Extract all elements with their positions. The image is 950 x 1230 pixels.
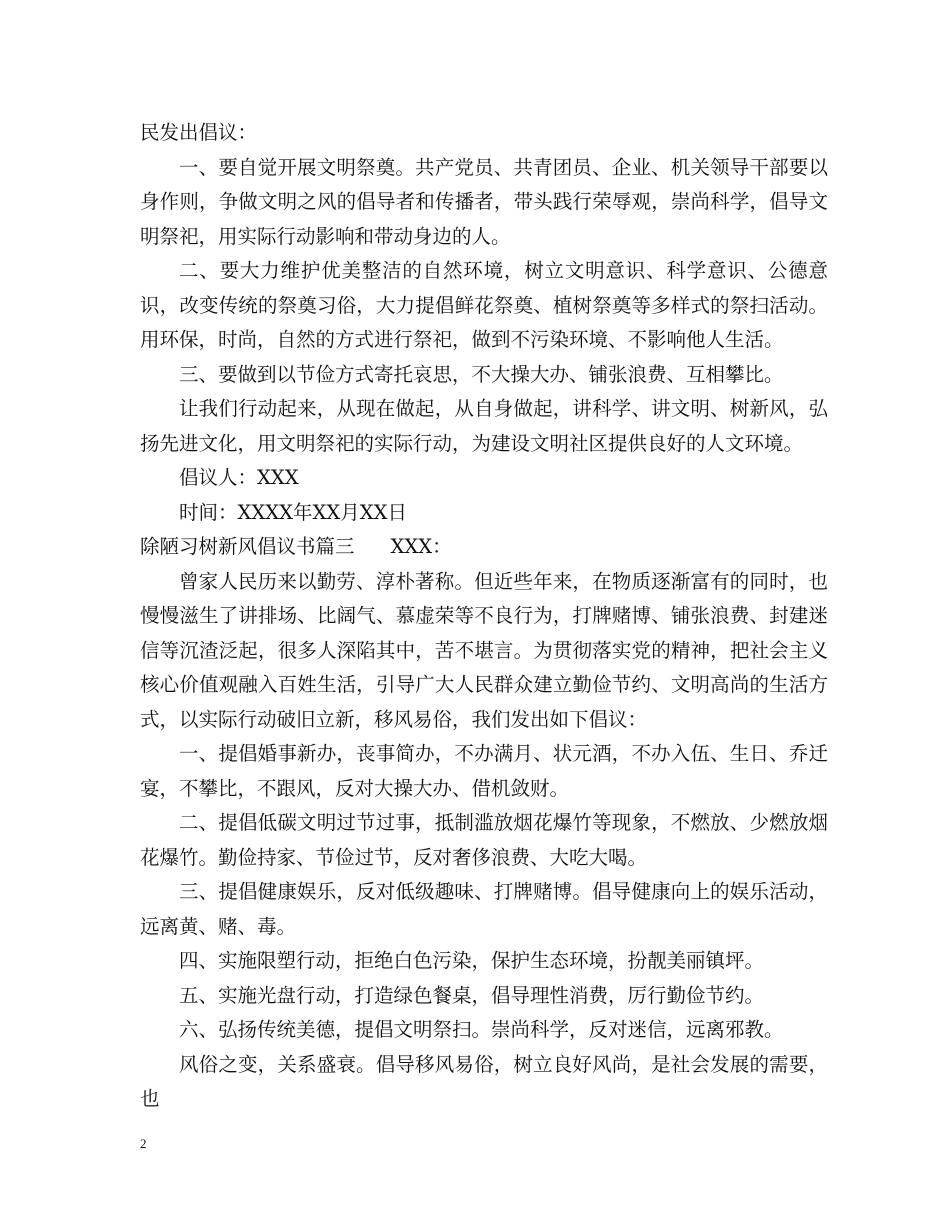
paragraph-proposal-2: 二、要大力维护优美整洁的自然环境，树立文明意识、科学意识、公德意识，改变传统的祭奠习俗，大力提倡鲜花祭奠、植树祭奠等多样式的祭扫活动。用环保，时尚，自然的方式进行祭祀，做到不污染环境、不影响他人生活。 <box>140 259 828 351</box>
section-salutation: XXX： <box>390 535 452 558</box>
paragraph-preamble: 曾家人民历来以勤劳、淳朴著称。但近些年来，在物质逐渐富有的同时，也慢慢滋生了讲排场、比阔气、慕虚荣等不良行为，打牌赌博、铺张浪费、封建迷信等沉渣泛起，很多人深陷其中，苦不堪言。为贯彻落实党的精神，把社会主义核心价值观融入百姓生活，引导广大人民群众建立勤俭节约、文明高尚的生活方式，以实际行动破旧立新，移风易俗，我们发出如下倡议： <box>140 569 828 731</box>
paragraph-item-3: 三、提倡健康娱乐，反对低级趣味、打牌赌博。倡导健康向上的娱乐活动，远离黄、赌、毒。 <box>140 880 828 938</box>
paragraph-call-to-action: 让我们行动起来，从现在做起，从自身做起，讲科学、讲文明、树新风，弘扬先进文化，用文明祭祀的实际行动，为建设文明社区提供良好的人文环境。 <box>140 397 828 455</box>
paragraph-proposal-3: 三、要做到以节俭方式寄托哀思，不大操大办、铺张浪费、互相攀比。 <box>179 362 784 386</box>
paragraph-item-6: 六、弘扬传统美德，提倡文明祭扫。崇尚科学，反对迷信，远离邪教。 <box>179 1018 784 1041</box>
section-heading <box>140 530 828 565</box>
proposer-line: 倡议人：XXX <box>179 466 299 489</box>
paragraph-closing: 风俗之变，关系盛衰。倡导移风易俗，树立良好风尚，是社会发展的需要，也 <box>140 1052 828 1110</box>
paragraph-item-5: 五、实施光盘行动，打造绿色餐桌，倡导理性消费，厉行勤俭节约。 <box>179 983 765 1007</box>
section-title: 除陋习树新风倡议书篇三 <box>140 535 355 558</box>
document-body <box>140 116 828 1117</box>
paragraph-intro-tail: 民发出倡议： <box>140 121 258 144</box>
date-line: 时间：XXXX年XX月XX日 <box>179 500 408 524</box>
page-number: 2 <box>140 1136 147 1151</box>
paragraph-item-2: 二、提倡低碳文明过节过事，抵制滥放烟花爆竹等现象，不燃放、少燃放烟花爆竹。勤俭持家、节俭过节，反对奢侈浪费、大吃大喝。 <box>140 811 828 869</box>
paragraph-item-1: 一、提倡婚事新办，丧事简办，不办满月、状元酒，不办入伍、生日、乔迁宴，不攀比，不跟风，反对大操大办、借机敛财。 <box>140 742 828 800</box>
paragraph-item-4: 四、实施限塑行动，拒绝白色污染，保护生态环境，扮靓美丽镇坪。 <box>179 949 765 972</box>
paragraph-proposal-1: 一、要自觉开展文明祭奠。共产党员、共青团员、企业、机关领导干部要以身作则，争做文明之风的倡导者和传播者，带头践行荣辱观，崇尚科学，倡导文明祭祀，用实际行动影响和带动身边的人。 <box>140 155 828 248</box>
